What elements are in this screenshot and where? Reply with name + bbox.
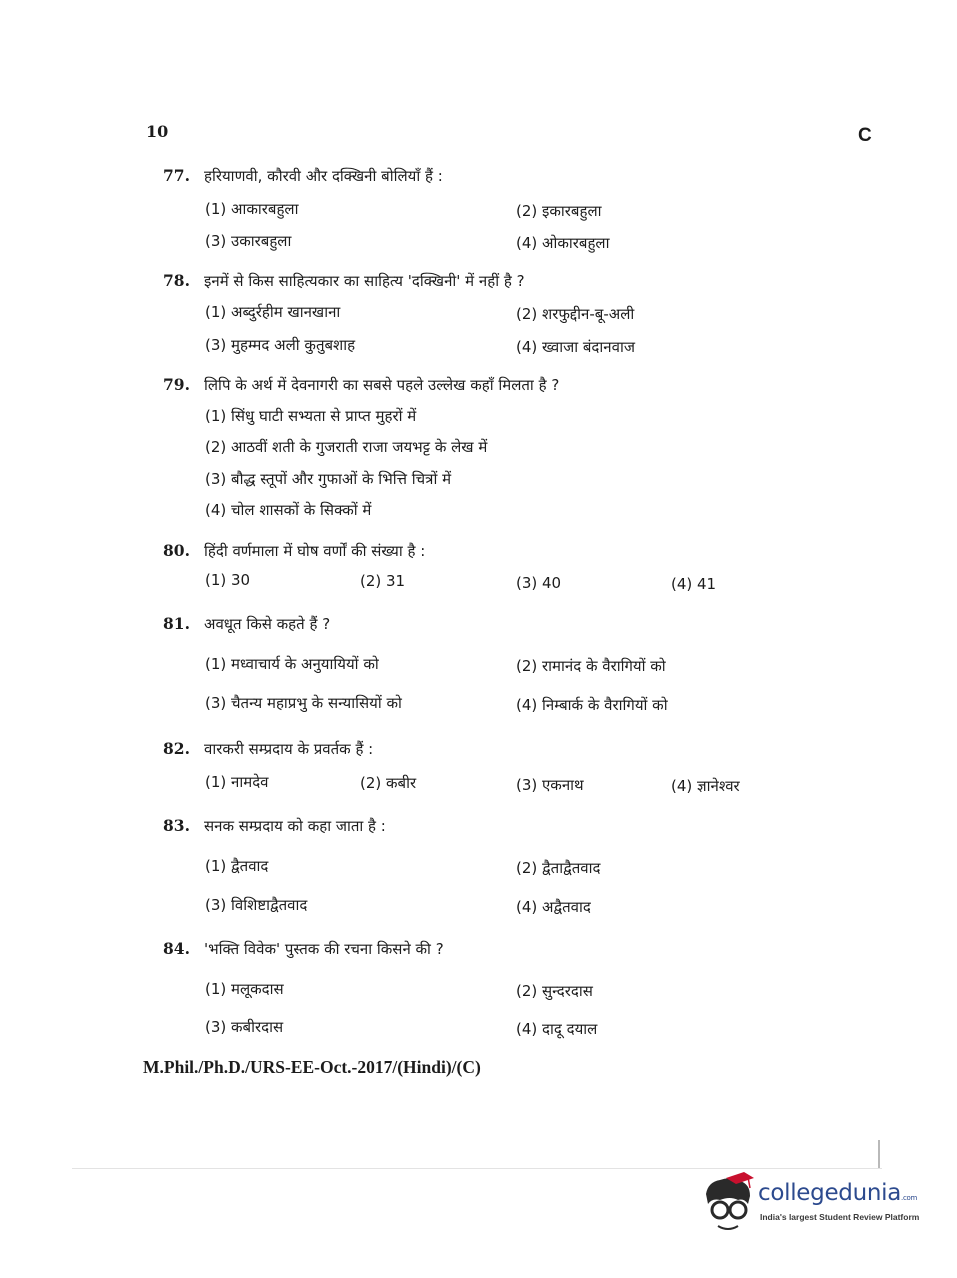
option-78-4: (4) ख्वाजा बंदानवाज (516, 338, 635, 356)
question-number: 77. (163, 166, 190, 185)
question-text: सनक सम्प्रदाय को कहा जाता है : (204, 817, 386, 835)
option-81-3: (3) चैतन्य महाप्रभु के सन्यासियों को (205, 694, 402, 712)
option-84-1: (1) मलूकदास (205, 980, 284, 998)
option-84-2: (2) सुन्दरदास (516, 982, 593, 1000)
option-83-2: (2) द्वैताद्वैतवाद (516, 859, 601, 877)
question-number: 80. (163, 541, 190, 560)
option-82-4: (4) ज्ञानेश्वर (671, 777, 740, 795)
question-text: हरियाणवी, कौरवी और दक्खिनी बोलियाँ हैं : (204, 167, 443, 185)
option-79-3: (3) बौद्ध स्तूपों और गुफाओं के भित्ति चित्रों में (205, 470, 452, 488)
option-80-4: (4) 41 (671, 575, 717, 593)
question-number: 83. (163, 816, 190, 835)
option-83-3: (3) विशिष्टाद्वैतवाद (205, 896, 308, 914)
option-77-1: (1) आकारबहुला (205, 200, 299, 218)
collegedunia-watermark (700, 1172, 940, 1236)
option-78-2: (2) शरफुद्दीन-बू-अली (516, 305, 635, 323)
option-81-1: (1) मध्वाचार्य के अनुयायियों को (205, 655, 379, 673)
option-83-4: (4) अद्वैतवाद (516, 898, 591, 916)
exam-code-footer: M.Phil./Ph.D./URS-EE-Oct.-2017/(Hindi)/(C) (143, 1057, 481, 1077)
question-number: 84. (163, 939, 190, 958)
question-number: 82. (163, 739, 190, 758)
option-80-1: (1) 30 (205, 571, 251, 589)
scan-edge-bottom (72, 1168, 882, 1169)
question-text: लिपि के अर्थ में देवनागरी का सबसे पहले उल्लेख कहाँ मिलता है ? (204, 376, 560, 394)
question-number: 78. (163, 271, 190, 290)
question-text: वारकरी सम्प्रदाय के प्रवर्तक हैं : (204, 740, 374, 758)
option-79-1: (1) सिंधु घाटी सभ्यता से प्राप्त मुहरों में (205, 407, 417, 425)
scan-edge-right (878, 1140, 880, 1168)
set-code: C (858, 125, 872, 146)
option-83-1: (1) द्वैतवाद (205, 857, 269, 875)
option-81-2: (2) रामानंद के वैरागियों को (516, 657, 666, 675)
option-78-1: (1) अब्दुर्रहीम खानखाना (205, 303, 341, 321)
collegedunia-logo-icon (700, 1172, 756, 1234)
page-number: 10 (146, 122, 169, 141)
option-82-1: (1) नामदेव (205, 773, 269, 791)
question-number: 81. (163, 614, 190, 633)
question-text: हिंदी वर्णमाला में घोष वर्णों की संख्या है : (204, 542, 426, 560)
option-79-4: (4) चोल शासकों के सिक्कों में (205, 501, 372, 519)
option-82-2: (2) कबीर (360, 774, 417, 792)
option-77-3: (3) उकारबहुला (205, 232, 292, 250)
brand-name: collegedunia.com (758, 1180, 918, 1206)
option-79-2: (2) आठवीं शती के गुजराती राजा जयभट्ट के लेख में (205, 438, 488, 456)
option-77-4: (4) ओकारबहुला (516, 234, 610, 252)
option-84-3: (3) कबीरदास (205, 1018, 284, 1036)
option-81-4: (4) निम्बार्क के वैरागियों को (516, 696, 668, 714)
brand-domain-suffix: .com (901, 1194, 918, 1202)
brand-tagline: India's largest Student Review Platform (760, 1212, 920, 1222)
question-text: इनमें से किस साहित्यकार का साहित्य 'दक्खिनी' में नहीं है ? (204, 272, 525, 290)
option-80-2: (2) 31 (360, 572, 406, 590)
option-82-3: (3) एकनाथ (516, 776, 584, 794)
option-84-4: (4) दादू दयाल (516, 1020, 598, 1038)
question-text: 'भक्ति विवेक' पुस्तक की रचना किसने की ? (204, 940, 444, 958)
option-77-2: (2) इकारबहुला (516, 202, 602, 220)
option-78-3: (3) मुहम्मद अली कुतुबशाह (205, 336, 356, 354)
option-80-3: (3) 40 (516, 574, 562, 592)
question-number: 79. (163, 375, 190, 394)
question-text: अवधूत किसे कहते हैं ? (204, 615, 331, 633)
